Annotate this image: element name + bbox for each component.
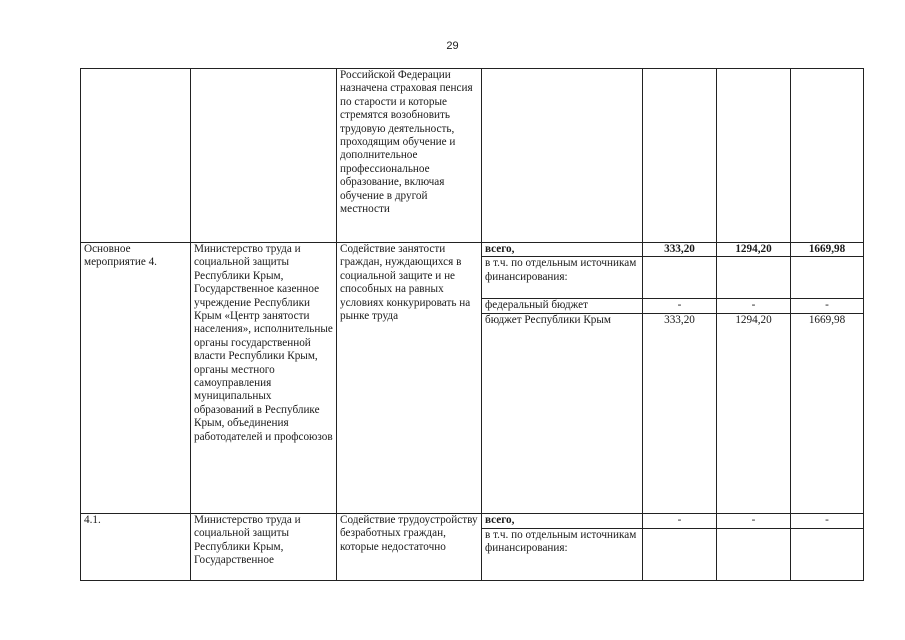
value-cell: 333,20 (643, 243, 717, 257)
value-cell (717, 257, 791, 299)
funding-source-cell: всего, (482, 243, 643, 257)
funding-table (80, 68, 864, 581)
table-row-measure-4-1-total (81, 514, 864, 529)
value-cell (791, 257, 864, 299)
goal-cell: Содействие трудоустройству безработных граждан, которые недостаточно (337, 514, 482, 581)
executor-cell: Министерство труда и социальной защиты Республики Крым, Государственное (191, 514, 337, 581)
value-cell: 1669,98 (791, 313, 864, 513)
measure-name-cell (81, 69, 191, 243)
value-cell (643, 528, 717, 580)
funding-source-cell: в т.ч. по отдельным источникам финансирования: (482, 528, 643, 580)
value-cell: - (717, 299, 791, 313)
page-number: 29 (446, 40, 459, 52)
funding-source-cell: федеральный бюджет (482, 299, 643, 313)
executor-cell (191, 69, 337, 243)
value-cell (791, 69, 864, 243)
value-cell: - (791, 299, 864, 313)
value-cell: 1294,20 (717, 313, 791, 513)
table-row-continuation (81, 69, 864, 243)
table-row-measure-4-total (81, 243, 864, 257)
value-cell (643, 69, 717, 243)
goal-cell: Содействие занятости граждан, нуждающихся в социальной защите и не способных на равных условиях конкурировать на рынке труда (337, 243, 482, 514)
funding-source-cell (482, 69, 643, 243)
value-cell: 1294,20 (717, 243, 791, 257)
value-cell (717, 528, 791, 580)
funding-source-cell: бюджет Республики Крым (482, 313, 643, 513)
value-cell: - (717, 514, 791, 529)
funding-source-cell: всего, (482, 514, 643, 529)
executor-cell: Министерство труда и социальной защиты Республики Крым, Государственное казенное учреждение Республики Крым «Центр занятости населения», исполнительные органы государственной власти Республики Крым, органы местного самоуправления муниципальных образований в Республике Крым, объединения работодателей и профсоюзов (191, 243, 337, 514)
value-cell: - (643, 514, 717, 529)
value-cell (717, 69, 791, 243)
value-cell: 333,20 (643, 313, 717, 513)
value-cell: - (643, 299, 717, 313)
measure-name-cell: 4.1. (81, 514, 191, 581)
measure-name-cell: Основное мероприятие 4. (81, 243, 191, 514)
value-cell: - (791, 514, 864, 529)
goal-cell: Российской Федерации назначена страховая пенсия по старости и которые стремятся возобновить трудовую деятельность, проходящим обучение и дополнительное профессиональное образование, включая обучение в другой местности (337, 69, 482, 243)
value-cell (643, 257, 717, 299)
funding-source-cell: в т.ч. по отдельным источникам финансирования: (482, 257, 643, 299)
value-cell (791, 528, 864, 580)
value-cell: 1669,98 (791, 243, 864, 257)
